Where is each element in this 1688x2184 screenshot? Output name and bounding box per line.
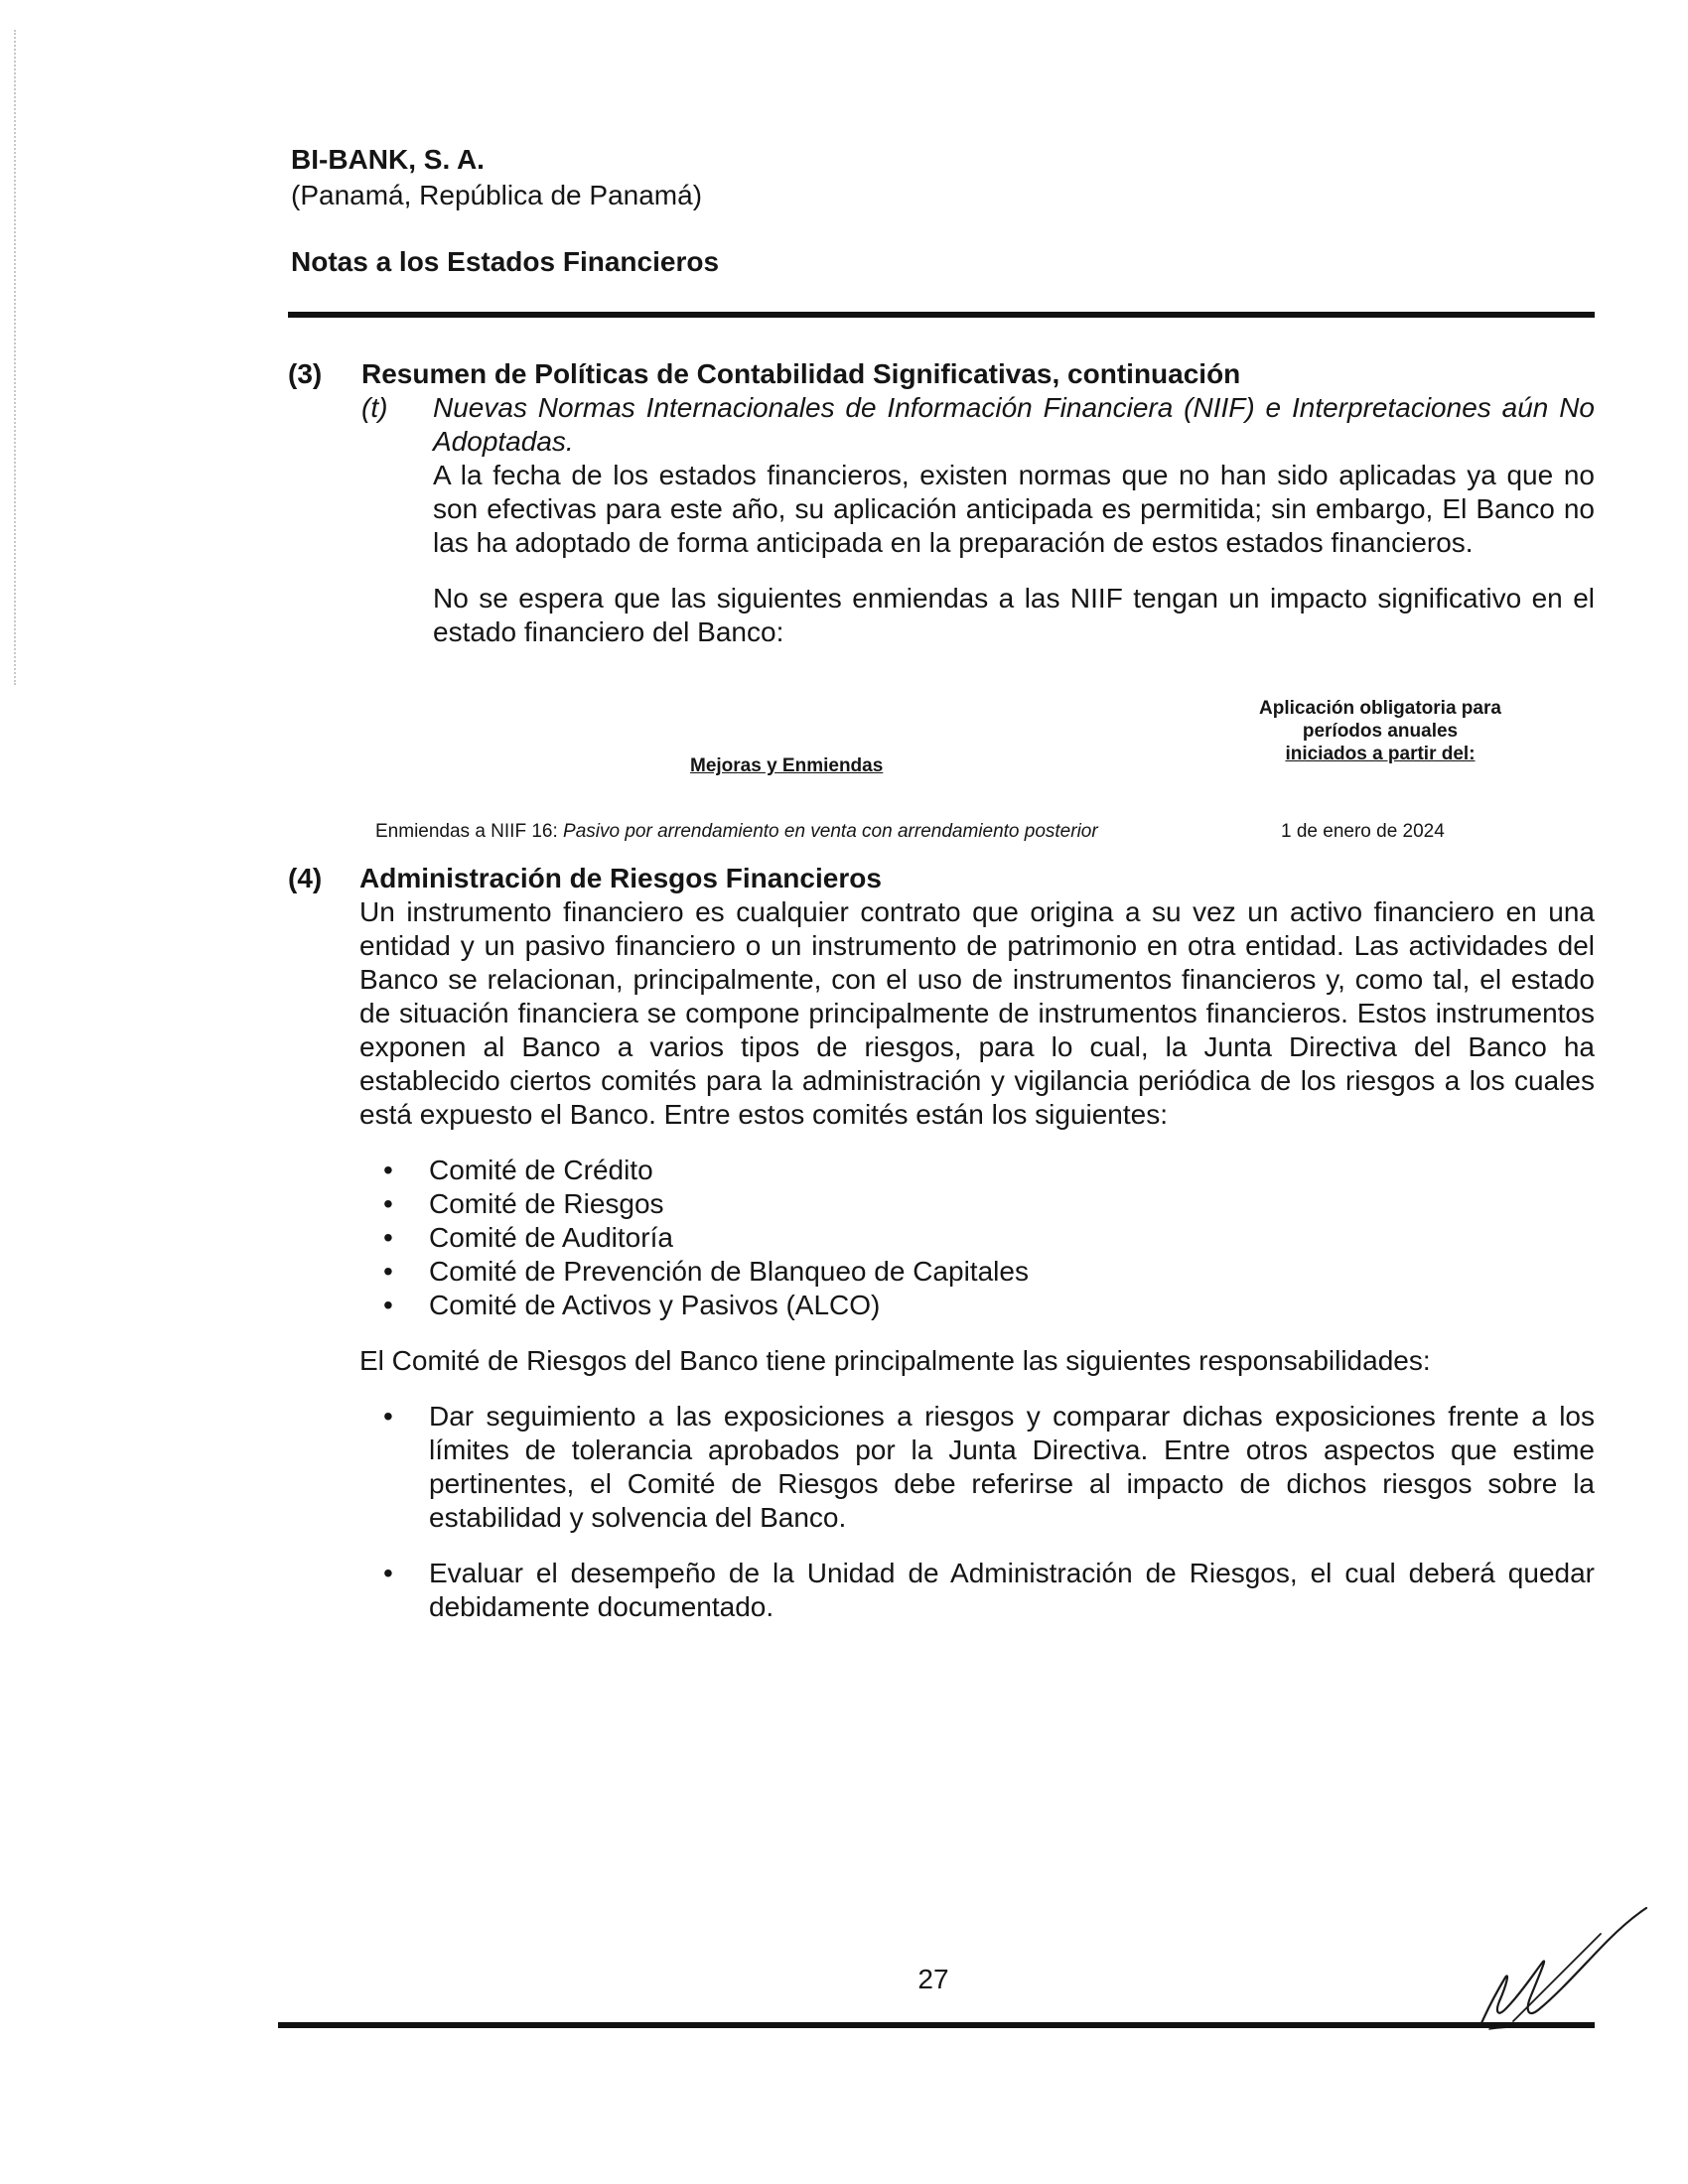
list-item xyxy=(359,1289,1595,1322)
subsection-t xyxy=(361,391,1595,649)
committee-label: Comité de Prevención de Blanqueo de Capitales xyxy=(429,1256,1029,1287)
signature-mark xyxy=(1470,1906,1668,2035)
subsection-body xyxy=(433,391,1595,649)
responsibilities-intro: El Comité de Riesgos del Banco tiene principalmente las siguientes responsabilidades: xyxy=(359,1345,1431,1376)
notes-title: Notas a los Estados Financieros xyxy=(291,246,720,277)
subsection-paragraph-1: A la fecha de los estados financieros, existen normas que no han sido aplicadas ya que no son efectivas para este año, su aplicación anticipada es permitida; sin embargo, El Banco no las ha adoptado de forma anticipada en la preparación de estos estados financieros. xyxy=(433,460,1595,558)
list-item xyxy=(359,1400,1595,1535)
section-4-heading xyxy=(288,862,1595,895)
amendments-table xyxy=(288,673,1595,840)
section-4-number: (4) xyxy=(288,863,323,893)
table-row-prefix: Enmiendas a NIIF 16: xyxy=(375,821,564,842)
table-header-amendments: Mejoras y Enmiendas xyxy=(690,755,884,776)
section-3-number: (3) xyxy=(288,358,323,389)
list-item xyxy=(359,1187,1595,1221)
table-header-effective-date xyxy=(1211,697,1549,765)
page-content xyxy=(288,357,1595,1646)
header-divider xyxy=(288,312,1595,318)
bullet-icon: • xyxy=(383,1256,393,1287)
bullet-icon: • xyxy=(383,1222,393,1253)
bullet-icon: • xyxy=(383,1558,393,1588)
committee-list xyxy=(359,1154,1595,1322)
document-header xyxy=(291,142,1284,213)
section-4-body xyxy=(359,895,1595,1624)
table-header-line-2: períodos anuales xyxy=(1302,721,1459,742)
committee-label: Comité de Auditoría xyxy=(429,1222,673,1253)
responsibility-text: Evaluar el desempeño de la Unidad de Administración de Riesgos, el cual deberá quedar debidamente documentado. xyxy=(429,1558,1595,1622)
section-4 xyxy=(288,862,1595,1624)
section-4-intro: Un instrumento financiero es cualquier contrato que origina a su vez un activo financiero en una entidad y un pasivo financiero o un instrumento de patrimonio en otra entidad. Las actividades del Banco se relacionan, principalmente, con el uso de instrumentos financieros y, como tal, el estado de situación financiera se compone principalmente de instrumentos financieros. Estos instrumentos exponen al Banco a varios tipos de riesgos, para lo cual, la Junta Directiva del Banco ha establecido ciertos comités para la administración y vigilancia periódica de los riesgos a los cuales está expuesto el Banco. Entre estos comités están los siguientes: xyxy=(359,896,1595,1130)
bullet-icon: • xyxy=(383,1188,393,1219)
section-3-title: Resumen de Políticas de Contabilidad Significativas, continuación xyxy=(361,358,1241,389)
company-name: BI-BANK, S. A. xyxy=(291,144,485,175)
scan-edge-dots xyxy=(14,30,16,685)
list-item xyxy=(359,1557,1595,1624)
bullet-icon: • xyxy=(383,1290,393,1320)
list-item xyxy=(359,1154,1595,1187)
committee-label: Comité de Activos y Pasivos (ALCO) xyxy=(429,1290,881,1320)
section-4-title: Administración de Riesgos Financieros xyxy=(359,863,882,893)
page-number: 27 xyxy=(917,1964,949,1994)
committee-label: Comité de Crédito xyxy=(429,1155,653,1185)
table-header-line-3: iniciados a partir del: xyxy=(1285,744,1476,764)
footer-divider xyxy=(278,2022,1595,2028)
table-row-date: 1 de enero de 2024 xyxy=(1281,821,1445,842)
committee-label: Comité de Riesgos xyxy=(429,1188,664,1219)
table-row-item xyxy=(375,820,1098,843)
subsection-paragraph-2: No se espera que las siguientes enmiendas a las NIIF tengan un impacto significativo en el estado financiero del Banco: xyxy=(433,583,1595,647)
bullet-icon: • xyxy=(383,1155,393,1185)
bullet-icon: • xyxy=(383,1401,393,1432)
list-item xyxy=(359,1255,1595,1289)
table-header-line-1: Aplicación obligatoria para xyxy=(1259,698,1501,719)
responsibilities-list xyxy=(359,1400,1595,1624)
responsibility-text: Dar seguimiento a las exposiciones a riesgos y comparar dichas exposiciones frente a los límites de tolerancia aprobados por la Junta Directiva. Entre otros aspectos que estime pertinentes, el Comité de Riesgos debe referirse al impacto de dichos riesgos sobre la estabilidad y solvencia del Banco. xyxy=(429,1401,1595,1533)
table-row-description: Pasivo por arrendamiento en venta con arrendamiento posterior xyxy=(563,821,1098,842)
section-3 xyxy=(288,357,1595,840)
list-item xyxy=(359,1221,1595,1255)
subsection-title: Nuevas Normas Internacionales de Información Financiera (NIIF) e Interpretaciones aún No Adoptadas. xyxy=(433,392,1595,457)
company-location: (Panamá, República de Panamá) xyxy=(291,180,703,210)
section-3-heading xyxy=(288,357,1595,391)
subsection-letter: (t) xyxy=(361,392,388,423)
